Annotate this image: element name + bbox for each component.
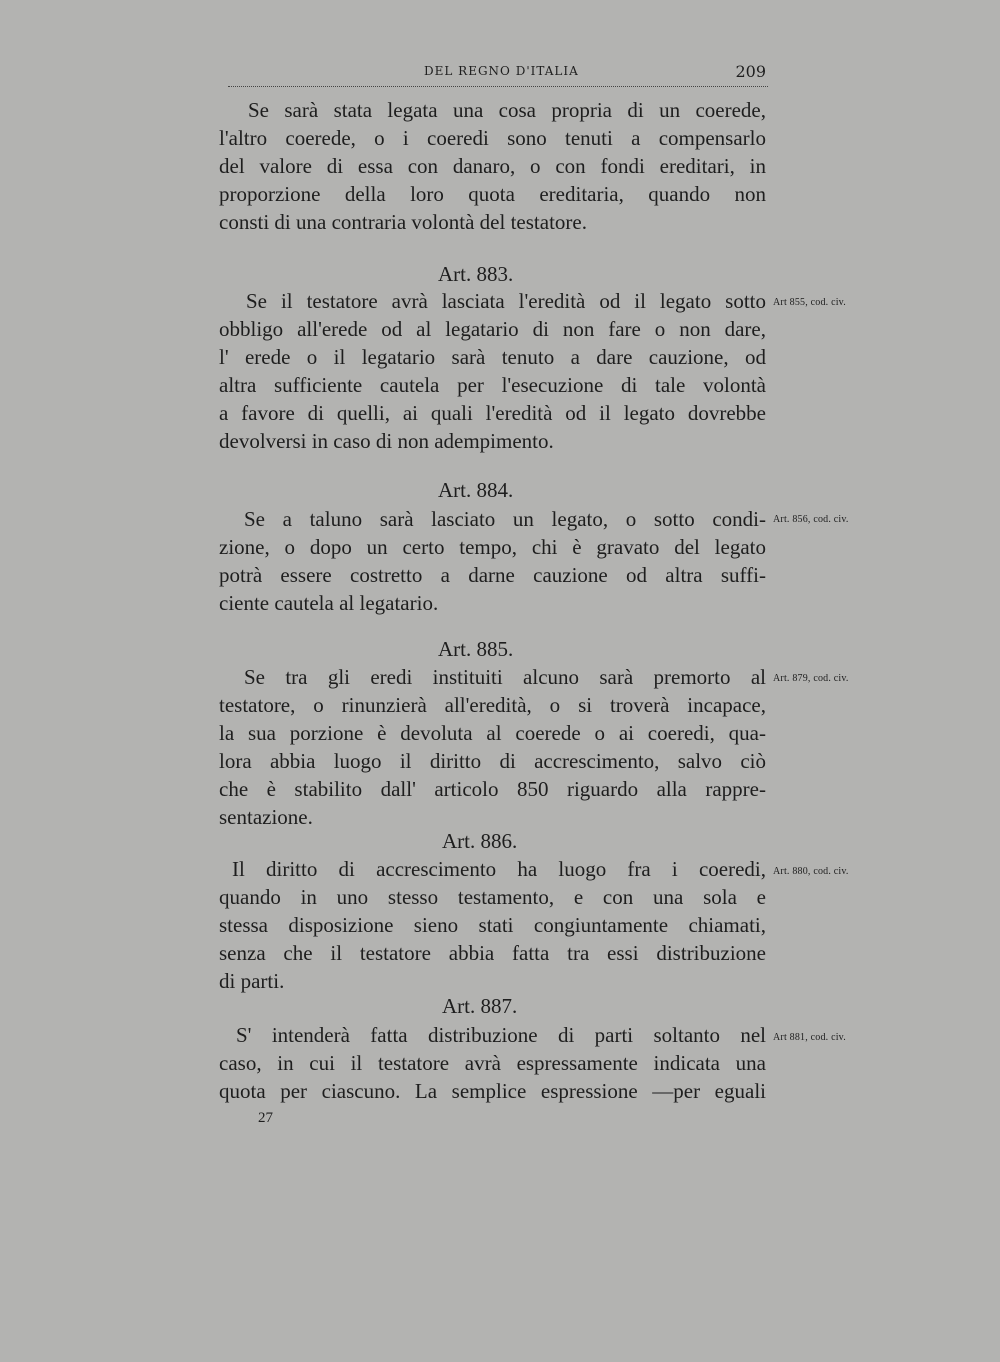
- text-line: S' intenderà fatta distribuzione di parti soltanto nel: [236, 1023, 766, 1047]
- text-line: a favore di quelli, ai quali l'eredità od il legato dovrebbe: [219, 401, 766, 425]
- text-line: quota per ciascuno. La semplice espressione —per eguali: [219, 1079, 766, 1103]
- article-heading: Art. 887.: [442, 994, 518, 1018]
- text-line: del valore di essa con danaro, o con fondi ereditari, in: [219, 154, 766, 178]
- margin-note: Art. 880, cod. civ.: [773, 866, 849, 877]
- text-line: testatore, o rinunzierà all'eredità, o si troverà incapace,: [219, 693, 766, 717]
- text-line: proporzione della loro quota ereditaria, quando non: [219, 182, 766, 206]
- signature-mark: 27: [258, 1110, 273, 1126]
- text-line: di parti.: [219, 969, 285, 993]
- text-line: l' erede o il legatario sarà tenuto a dare cauzione, od: [219, 345, 766, 369]
- page-header: [228, 62, 768, 87]
- text-line: Se a taluno sarà lasciato un legato, o sotto condi-: [244, 507, 766, 531]
- text-line: sentazione.: [219, 805, 313, 829]
- text-line: che è stabilito dall' articolo 850 riguardo alla rappre-: [219, 777, 766, 801]
- article-heading: Art. 886.: [442, 829, 518, 853]
- margin-note: Art 881, cod. civ.: [773, 1032, 846, 1043]
- text-line: Il diritto di accrescimento ha luogo fra i coeredi,: [232, 857, 766, 881]
- article-heading: Art. 884.: [438, 478, 514, 502]
- page-number: 209: [735, 62, 766, 81]
- text-line: quando in uno stesso testamento, e con una sola e: [219, 885, 766, 909]
- text-line: l'altro coerede, o i coeredi sono tenuti a compensarlo: [219, 126, 766, 150]
- text-line: caso, in cui il testatore avrà espressamente indicata una: [219, 1051, 766, 1075]
- text-line: zione, o dopo un certo tempo, chi è gravato del legato: [219, 535, 766, 559]
- text-line: Se tra gli eredi instituiti alcuno sarà premorto al: [244, 665, 766, 689]
- text-line: devolversi in caso di non adempimento.: [219, 429, 554, 453]
- text-line: potrà essere costretto a darne cauzione od altra suffi-: [219, 563, 766, 587]
- text-line: senza che il testatore abbia fatta tra essi distribuzione: [219, 941, 766, 965]
- text-line: la sua porzione è devoluta al coerede o ai coeredi, qua-: [219, 721, 766, 745]
- text-line: Se sarà stata legata una cosa propria di un coerede,: [248, 98, 766, 122]
- text-line: altra sufficiente cautela per l'esecuzione di tale volontà: [219, 373, 766, 397]
- text-line: stessa disposizione sieno stati congiuntamente chiamati,: [219, 913, 766, 937]
- margin-note: Art. 879, cod. civ.: [773, 673, 849, 684]
- text-line: Se il testatore avrà lasciata l'eredità od il legato sotto: [246, 289, 766, 313]
- article-heading: Art. 883.: [438, 262, 514, 286]
- text-line: consti di una contraria volontà del testatore.: [219, 210, 587, 234]
- running-title: DEL REGNO D'ITALIA: [424, 64, 579, 78]
- margin-note: Art 855, cod. civ.: [773, 297, 846, 308]
- text-line: obbligo all'erede od al legatario di non fare o non dare,: [219, 317, 766, 341]
- text-line: ciente cautela al legatario.: [219, 591, 439, 615]
- text-line: lora abbia luogo il diritto di accrescimento, salvo ciò: [219, 749, 766, 773]
- margin-note: Art. 856, cod. civ.: [773, 514, 849, 525]
- article-heading: Art. 885.: [438, 637, 514, 661]
